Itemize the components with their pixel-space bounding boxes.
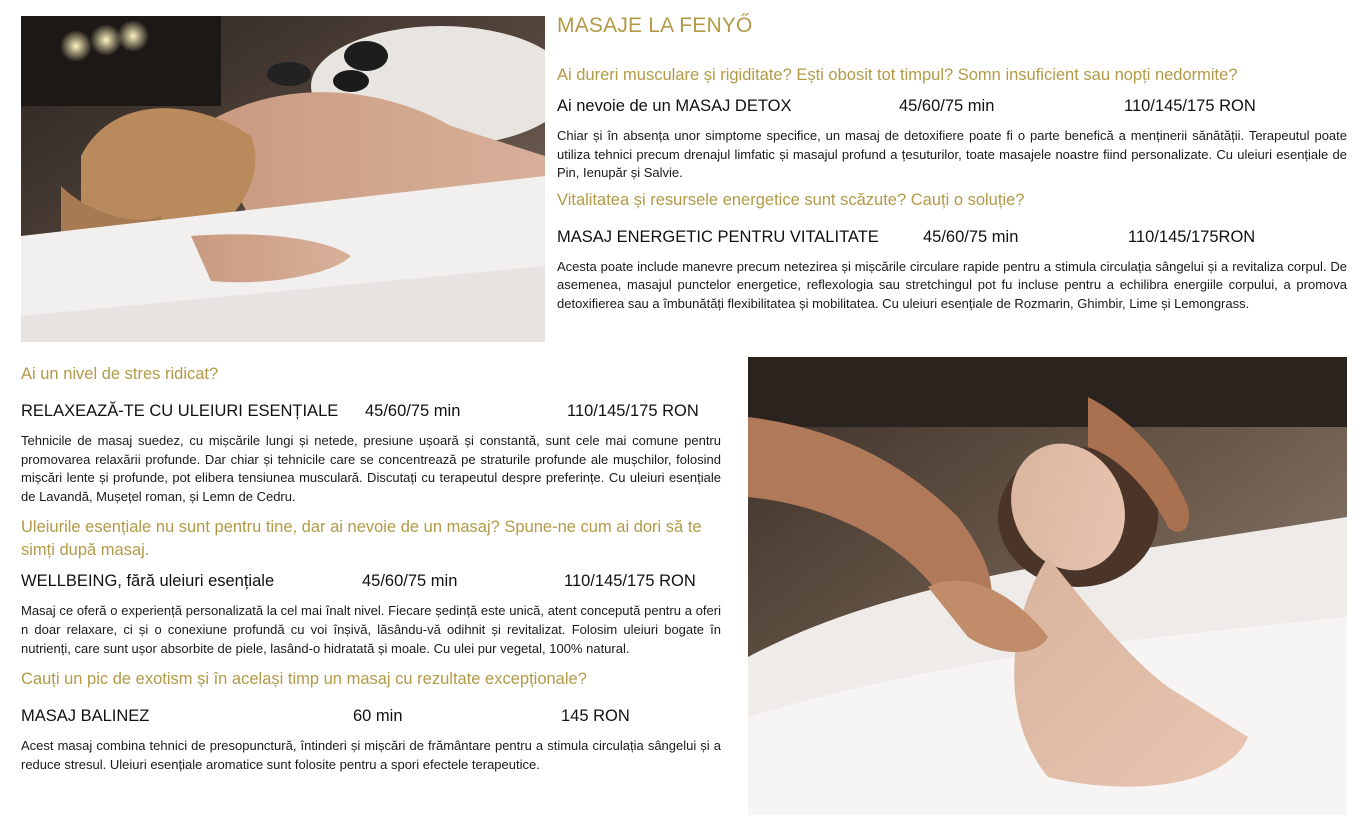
service-duration: 45/60/75 min xyxy=(923,227,1019,246)
hot-stone-massage-image xyxy=(21,16,545,342)
service-row xyxy=(557,226,1347,248)
service-description: Chiar și în absența unor simptome specifice, un masaj de detoxifiere poate fi o parte benefică a menținerii sănătății. Terapeutul poate utiliza tehnici precum drenajul limfatic și masajul profund a țesuturilor, toate masajele noastre fiind personalizate. Cu uleiuri esențiale de Pin, Ienupăr și Salvie. xyxy=(557,128,1347,181)
service-name: MASAJ ENERGETIC PENTRU VITALITATE xyxy=(557,227,879,246)
service-name: MASAJ BALINEZ xyxy=(21,707,150,726)
section-question: Uleiurile esențiale nu sunt pentru tine, dar ai nevoie de un masaj? Spune-ne cum ai dori să te simți după masaj. xyxy=(21,518,702,560)
service-description: Acest masaj combina tehnici de presopunctură, întinderi și mișcări de frământare pentru a stimula circulația sângelui și a reduce stresul. Uleiuri esențiale aromatice sunt folosite pentru a spori efectele terapeutice. xyxy=(21,738,721,772)
service-row xyxy=(21,400,721,422)
service-duration: 45/60/75 min xyxy=(365,402,461,420)
service-duration: 60 min xyxy=(353,707,403,726)
page-title: MASAJE LA FENYŐ xyxy=(557,14,753,37)
service-description: Acesta poate include manevre precum netezirea și mișcările circulare rapide pentru a stimula circulația sângelui și a revitaliza corpul. De asemenea, masajul punctelor energetice, reflexologia sau stretchingul pot fu incluse pentru a echilibra energiile corpului, a promova detoxifierea sau a îmbunătăți flexibilitatea și mobilitatea. Cu uleiuri esențiale de Rozmarin, Ghimbir, Lime și Lemongrass. xyxy=(557,258,1347,311)
section-question: Ai dureri musculare și rigiditate? Ești obosit tot timpul? Somn insuficient sau nopți nedormite? xyxy=(557,66,1238,84)
service-duration: 45/60/75 min xyxy=(899,97,995,115)
section-question: Ai un nivel de stres ridicat? xyxy=(21,365,219,383)
neck-massage-photo xyxy=(748,357,1347,815)
service-price: 110/145/175 RON xyxy=(564,572,696,591)
service-price: 110/145/175 RON xyxy=(1124,97,1256,115)
left-text-column xyxy=(21,363,721,774)
service-description: Masaj ce oferă o experiență personalizată la cel mai înalt nivel. Fiecare ședință este unică, atent concepută pentru a oferi n doar relaxare, ci și o conexiune profundă cu voi înșivă, lăsându-vă odihnit și revitalizat. Folosim uleiuri bogate în nutrienți, care sunt ușor absorbite de piele, lasând-o hidratată și moale. Cu ulei pur vegetal, 100% natural. xyxy=(21,603,721,656)
right-text-column xyxy=(557,14,1347,314)
service-row xyxy=(557,95,1347,117)
service-price: 145 RON xyxy=(561,707,630,726)
section-question: Vitalitatea și resursele energetice sunt scăzute? Cauți o soluție? xyxy=(557,190,1025,209)
service-price: 110/145/175RON xyxy=(1128,227,1256,246)
service-description: Tehnicile de masaj suedez, cu mișcările lungi și netede, presiune ușoară și constantă, sunt cele mai comune pentru promovarea relaxării profunde. Dar chiar și tehnicile care se concentrează pe straturile profunde ale mușchilor, folosind mișcări lente și profunde, pot elibera tensiunea musculară. Discutați cu terapeutul despre preferințe. Cu uleiuri esențiale de Lavandă, Mușețel roman, și Lemn de Cedru. xyxy=(21,433,721,504)
hot-stone-massage-photo xyxy=(21,16,545,342)
service-name: WELLBEING, fără uleiuri esențiale xyxy=(21,572,275,591)
service-name: Ai nevoie de un MASAJ DETOX xyxy=(557,97,792,115)
service-price: 110/145/175 RON xyxy=(567,402,699,420)
neck-massage-image xyxy=(748,357,1347,815)
service-row xyxy=(21,705,721,727)
service-row xyxy=(21,570,721,592)
service-name: RELAXEAZĂ-TE CU ULEIURI ESENȚIALE xyxy=(21,402,339,420)
service-duration: 45/60/75 min xyxy=(362,572,458,591)
section-question: Cauți un pic de exotism și în același timp un masaj cu rezultate excepționale? xyxy=(21,670,587,689)
